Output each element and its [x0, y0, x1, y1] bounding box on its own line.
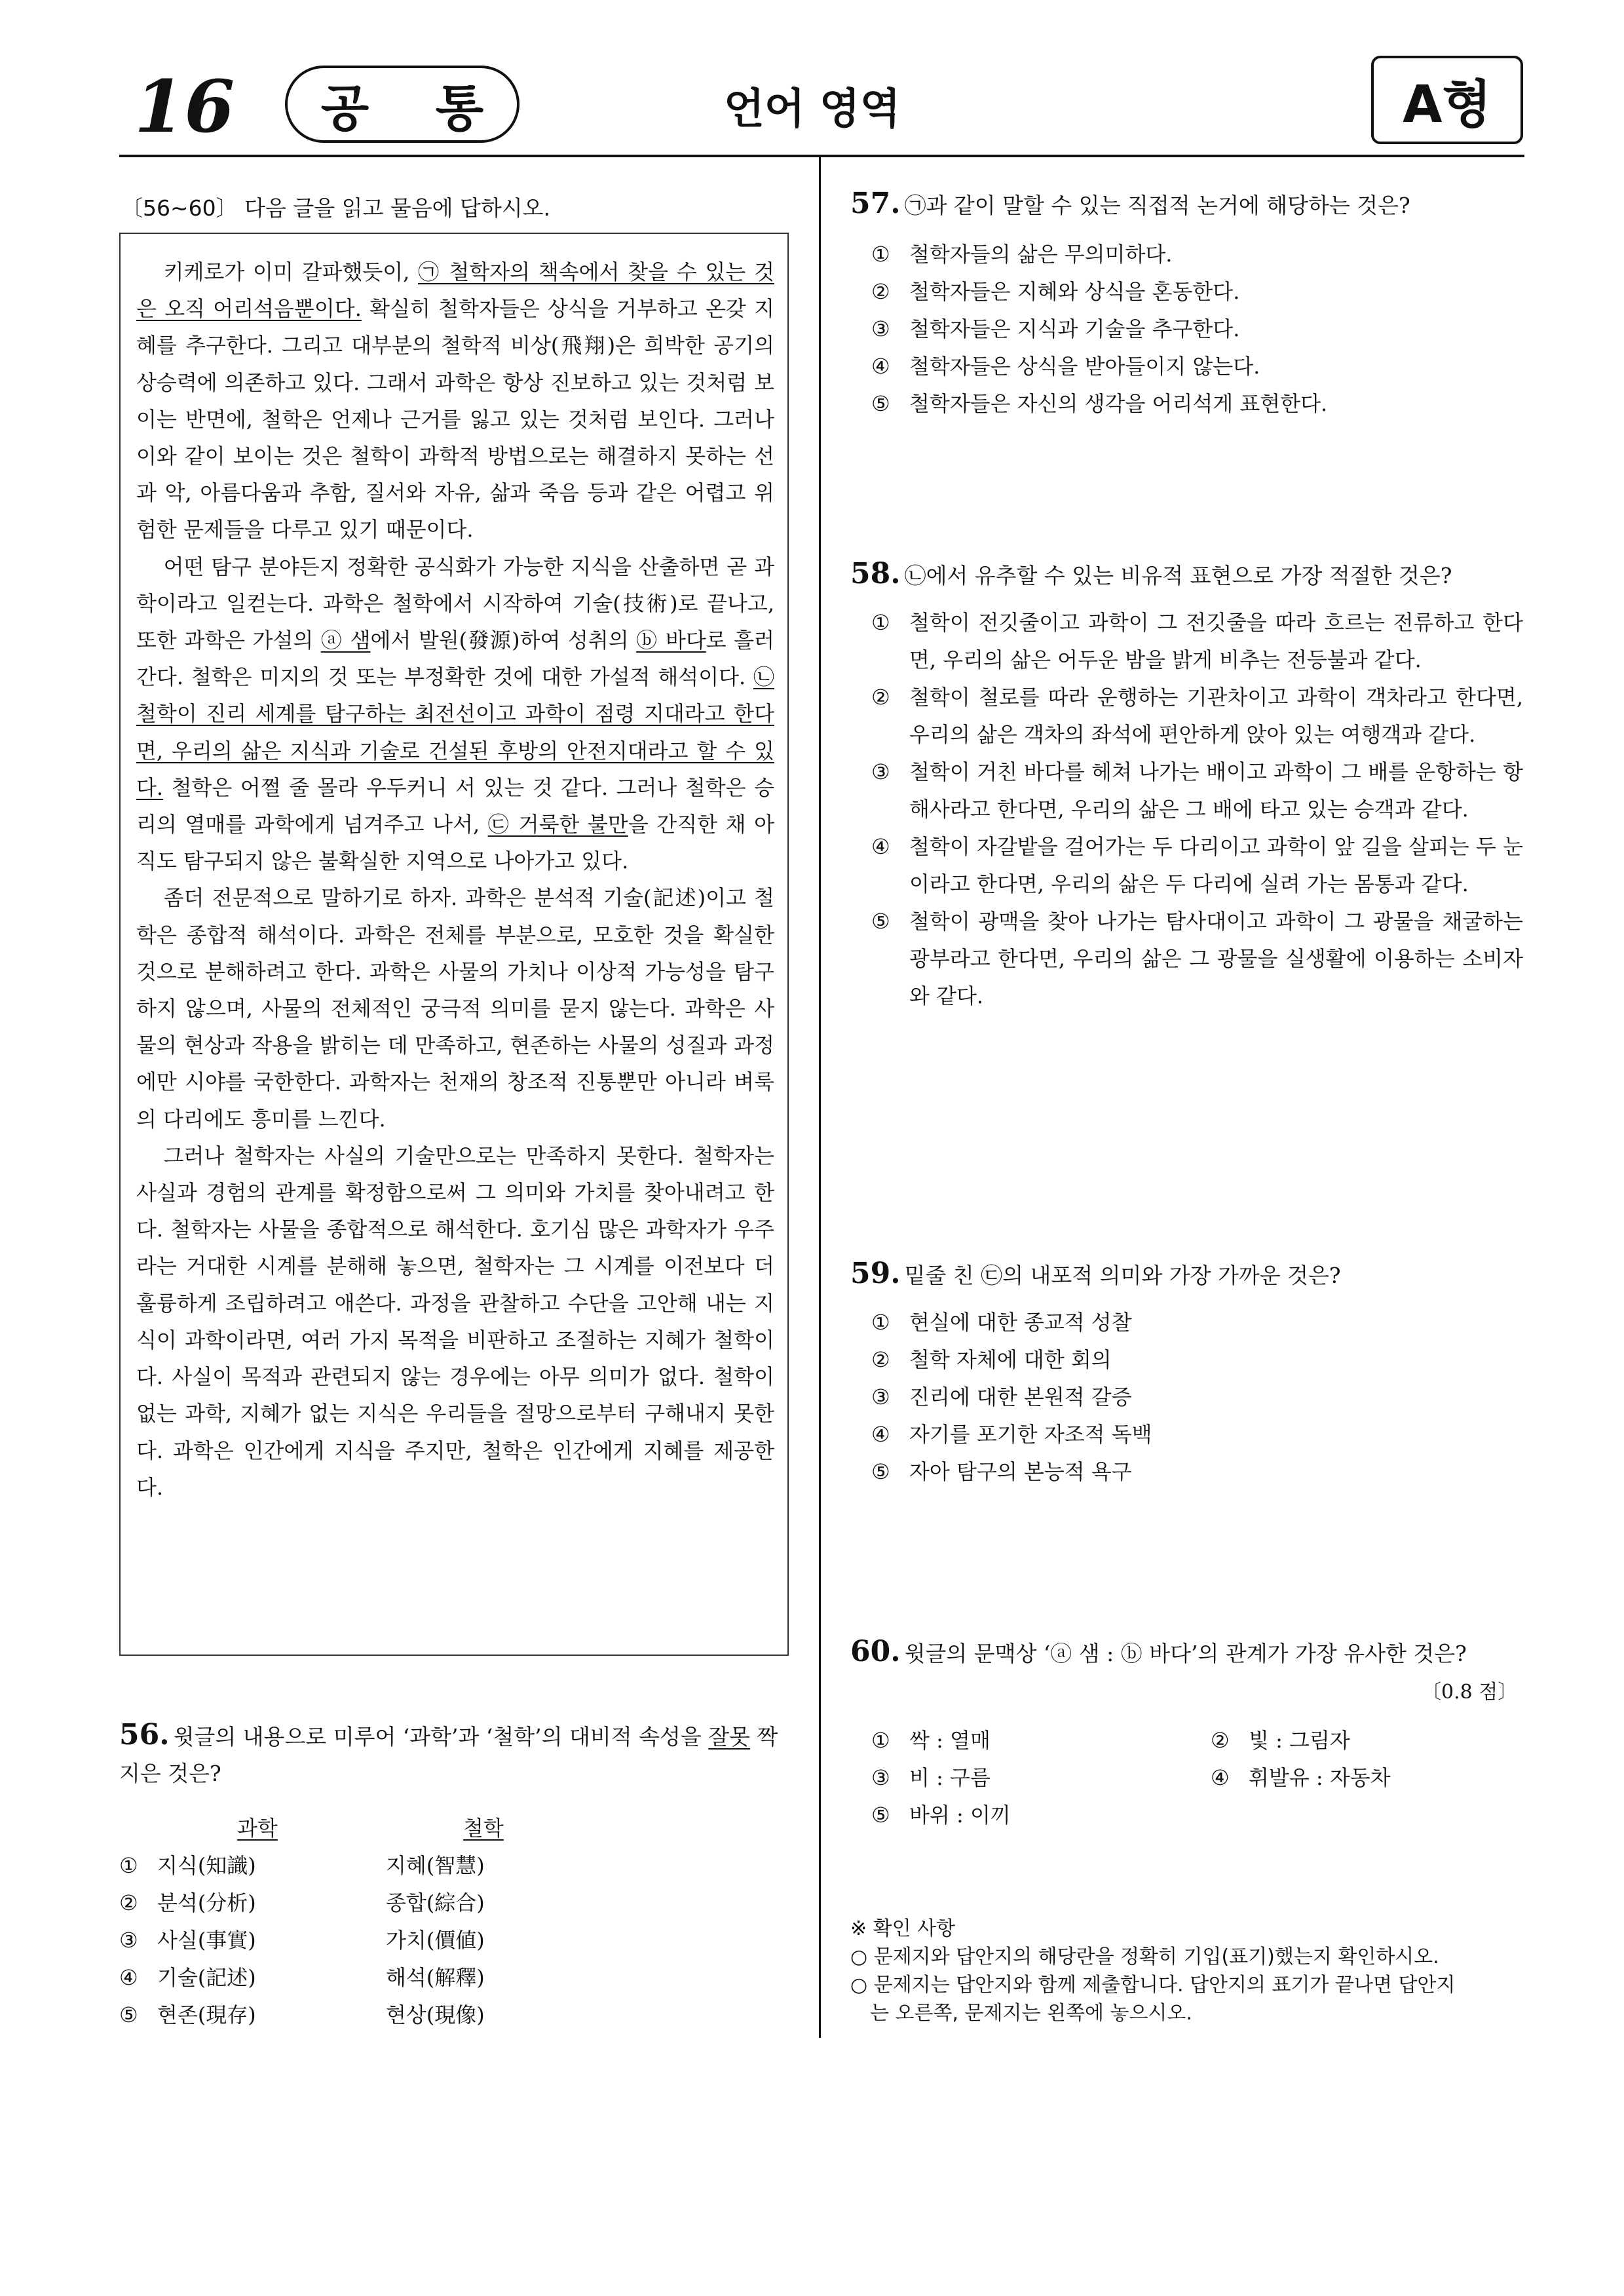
question-56-table — [119, 1810, 578, 2034]
option-60-4[interactable]: ④ 휘발유 : 자동차 — [1211, 1765, 1391, 1790]
option-56-4[interactable]: ④ 기술(記述) 해석(解釋) — [119, 1965, 485, 1990]
underline-a-saem: ⓐ 샘 — [320, 628, 371, 653]
column-header-philosophy: 철학 — [463, 1816, 504, 1841]
form-type-box: A형 — [1371, 56, 1523, 144]
option-57-5[interactable]: ⑤ 철학자들은 자신의 생각을 어리석게 표현한다. — [871, 391, 1328, 416]
option-57-2[interactable]: ② 철학자들은 지혜와 상식을 혼동한다. — [871, 279, 1240, 304]
option-60-5[interactable]: ⑤ 바위 : 이끼 — [871, 1803, 1011, 1827]
underline-nieun: ㉡ 철학이 진리 세계를 탐구하는 최전선이고 과학이 점령 지대라고 한다면, 우리의 삶은 지식과 기술로 건설된 후방의 안전지대라고 할 수 있다. — [136, 664, 774, 800]
option-59-1[interactable]: ① 현실에 대한 종교적 성찰 — [871, 1310, 1132, 1335]
question-59-options — [871, 1304, 1526, 1491]
question-60: 60. 윗글의 문맥상 ‘ⓐ 샘 : ⓑ 바다’의 관계가 가장 유사한 것은? — [850, 1635, 1467, 1668]
option-58-4[interactable]: ④ 철학이 자갈밭을 걸어가는 두 다리이고 과학이 앞 길을 살피는 두 눈이라고 한다면, 우리의 삶은 두 다리에 실려 가는 몸통과 같다. — [871, 834, 1523, 896]
option-58-2[interactable]: ② 철학이 철로를 따라 운행하는 기관차이고 과학이 객차라고 한다면, 우리의 삶은 객차의 좌석에 편안하게 앉아 있는 여행객과 같다. — [871, 685, 1523, 747]
header-rule — [119, 155, 1524, 157]
section-title: 언어 영역 — [724, 85, 901, 134]
passage-paragraph-2: 어떤 탐구 분야든지 정확한 공식화가 가능한 지식을 산출하면 곧 과학이라고 일컫는다. 과학은 철학에서 시작하여 기술(技術)로 끝나고, 또한 과학은 가설의 ⓐ 샘에서 발원(發源)하여 성취의 ⓑ 바다로 흘러간다. 철학은 미지의 것 또는 부정확한 것에 대한 가설적 해석이다. ㉡ 철학이 진리 세계를 탐구하는 최전선이고 과학이 점령 지대라고 한다면, 우리의 삶은 지식과 기술로 건설된 후방의 안전지대라고 할 수 있다. 철학은 어쩔 줄 몰라 우두커니 서 있는 것 같다. 그러나 철학은 승리의 열매를 과학에게 넘겨주고 나서, ㉢ 거룩한 불만을 간직한 채 아직도 탐구되지 않은 불확실한 지역으로 나아가고 있다. — [136, 554, 774, 874]
confirmation-notice — [850, 1915, 1525, 2027]
page-number: 16 — [134, 64, 235, 149]
question-60-options — [871, 1722, 1526, 1834]
option-56-3[interactable]: ③ 사실(事實) 가치(價値) — [119, 1928, 485, 1953]
option-57-3[interactable]: ③ 철학자들은 지식과 기술을 추구한다. — [871, 316, 1240, 341]
passage-paragraph-3: 좀더 전문적으로 말하기로 하자. 과학은 분석적 기술(記述)이고 철학은 종합적 해석이다. 과학은 전체를 부분으로, 모호한 것을 확실한 것으로 분해하려고 한다. 과학은 사물의 가치나 이상적 가능성을 탐구하지 않으며, 사물의 전체적인 궁극적 의미를 묻지 않는다. 과학은 사물의 현상과 작용을 밝히는 데 만족하고, 현존하는 사물의 성질과 과정에만 시야를 국한한다. 과학자는 천재의 창조적 진통뿐만 아니라 벼룩의 다리에도 흥미를 느낀다. — [136, 885, 774, 1132]
notice-line-2: ○ 문제지는 답안지와 함께 제출합니다. 답안지의 표기가 끝나면 답안지 — [850, 1974, 1456, 1997]
question-56: 56. 윗글의 내용으로 미루어 ‘과학’과 ‘철학’의 대비적 속성을 잘못 짝지은 것은? — [119, 1718, 778, 1786]
question-58-options — [871, 604, 1523, 1015]
option-59-4[interactable]: ④ 자기를 포기한 자조적 독백 — [871, 1422, 1152, 1447]
option-58-1[interactable]: ① 철학이 전깃줄이고 과학이 그 전깃줄을 따라 흐르는 전류하고 한다면, 우리의 삶은 어두운 밤을 밝게 비추는 전등불과 같다. — [871, 610, 1523, 672]
notice-title: ※ 확인 사항 — [850, 1917, 956, 1940]
option-58-3[interactable]: ③ 철학이 거친 바다를 헤쳐 나가는 배이고 과학이 그 배를 운항하는 항해사라고 한다면, 우리의 삶은 그 배에 타고 있는 승객과 같다. — [871, 759, 1523, 822]
option-59-3[interactable]: ③ 진리에 대한 본원적 갈증 — [871, 1385, 1132, 1409]
question-57-options — [871, 236, 1526, 423]
underline-digeut: ㉢ 거룩한 불만 — [487, 812, 628, 837]
question-59: 59. 밑줄 친 ㉢의 내포적 의미와 가장 가까운 것은? — [850, 1257, 1341, 1290]
reading-passage — [119, 233, 789, 1656]
option-60-1[interactable]: ① 싹 : 열매 — [871, 1728, 991, 1753]
option-59-5[interactable]: ⑤ 자아 탐구의 본능적 욕구 — [871, 1459, 1132, 1484]
underline-giyeok: ㉠ 철학자의 책속에서 찾을 수 있는 것은 오직 어리석음뿐이다. — [136, 259, 774, 322]
option-57-1[interactable]: ① 철학자들의 삶은 무의미하다. — [871, 242, 1173, 267]
option-59-2[interactable]: ② 철학 자체에 대한 회의 — [871, 1347, 1112, 1372]
passage-paragraph-1: 키케로가 이미 갈파했듯이, ㉠ 철학자의 책속에서 찾을 수 있는 것은 오직 어리석음뿐이다. 확실히 철학자들은 상식을 거부하고 온갖 지혜를 추구한다. 그리고 대부분의 철학적 비상(飛翔)은 희박한 공기의 상승력에 의존하고 있다. 그래서 과학은 항상 진보하고 있는 것처럼 보이는 반면에, 철학은 언제나 근거를 잃고 있는 것처럼 보인다. 그러나 이와 같이 보이는 것은 철학이 과학적 방법으로는 해결하지 못하는 선과 악, 아름다움과 추함, 질서와 자유, 삶과 죽음 등과 같은 어렵고 위험한 문제들을 다루고 있기 때문이다. — [136, 259, 775, 543]
subject-char-2: 통 — [435, 79, 484, 138]
option-60-2[interactable]: ② 빛 : 그림자 — [1211, 1728, 1350, 1753]
question-group-intro: 〔56∼60〕 다음 글을 읽고 물음에 답하시오. — [121, 195, 550, 221]
passage-paragraph-4: 그러나 철학자는 사실의 기술만으로는 만족하지 못한다. 철학자는 사실과 경험의 관계를 확정함으로써 그 의미와 가치를 찾아내려고 한다. 철학자는 사물을 종합적으로 해석한다. 호기심 많은 과학자가 우주라는 거대한 시계를 분해해 놓으면, 철학자는 그 시계를 이전보다 더 훌륭하게 조립하려고 애쓴다. 과정을 관찰하고 수단을 고안해 내는 지식이 과학이라면, 여러 가지 목적을 비판하고 조절하는 지혜가 철학이다. 사실이 목적과 관련되지 않는 경우에는 아무 의미가 없다. 철학이 없는 과학, 지혜가 없는 지식은 우리들을 절망으로부터 구해내지 못한다. 과학은 인간에게 지식을 주지만, 철학은 인간에게 지혜를 제공한다. — [136, 1143, 774, 1500]
option-58-5[interactable]: ⑤ 철학이 광맥을 찾아 나가는 탐사대이고 과학이 그 광물을 채굴하는 광부라고 한다면, 우리의 삶은 그 광물을 실생활에 이용하는 소비자와 같다. — [871, 909, 1523, 1008]
notice-line-3: 는 오른쪽, 문제지는 왼쪽에 놓으시오. — [870, 2002, 1192, 2025]
notice-line-1: ○ 문제지와 답안지의 해당란을 정확히 기입(표기)했는지 확인하시오. — [850, 1945, 1439, 1968]
subject-badge — [285, 66, 519, 143]
question-58: 58. ㉡에서 유추할 수 있는 비유적 표현으로 가장 적절한 것은? — [850, 557, 1452, 590]
option-56-5[interactable]: ⑤ 현존(現存) 현상(現像) — [119, 2002, 485, 2027]
question-57: 57. ㉠과 같이 말할 수 있는 직접적 논거에 해당하는 것은? — [850, 187, 1410, 220]
underline-b-bada: ⓑ 바다 — [636, 628, 706, 653]
column-header-science: 과학 — [237, 1816, 278, 1841]
option-57-4[interactable]: ④ 철학자들은 상식을 받아들이지 않는다. — [871, 354, 1260, 379]
option-56-1[interactable]: ① 지식(知識) 지혜(智慧) — [119, 1853, 485, 1878]
option-60-3[interactable]: ③ 비 : 구름 — [871, 1765, 991, 1790]
column-divider — [819, 157, 821, 2038]
subject-char-1: 공 — [320, 79, 369, 138]
option-56-2[interactable]: ② 분석(分析) 종합(綜合) — [119, 1890, 485, 1915]
underline-wrong: 잘못 — [708, 1724, 751, 1750]
question-60-points: 〔0.8 점〕 — [1422, 1681, 1518, 1704]
